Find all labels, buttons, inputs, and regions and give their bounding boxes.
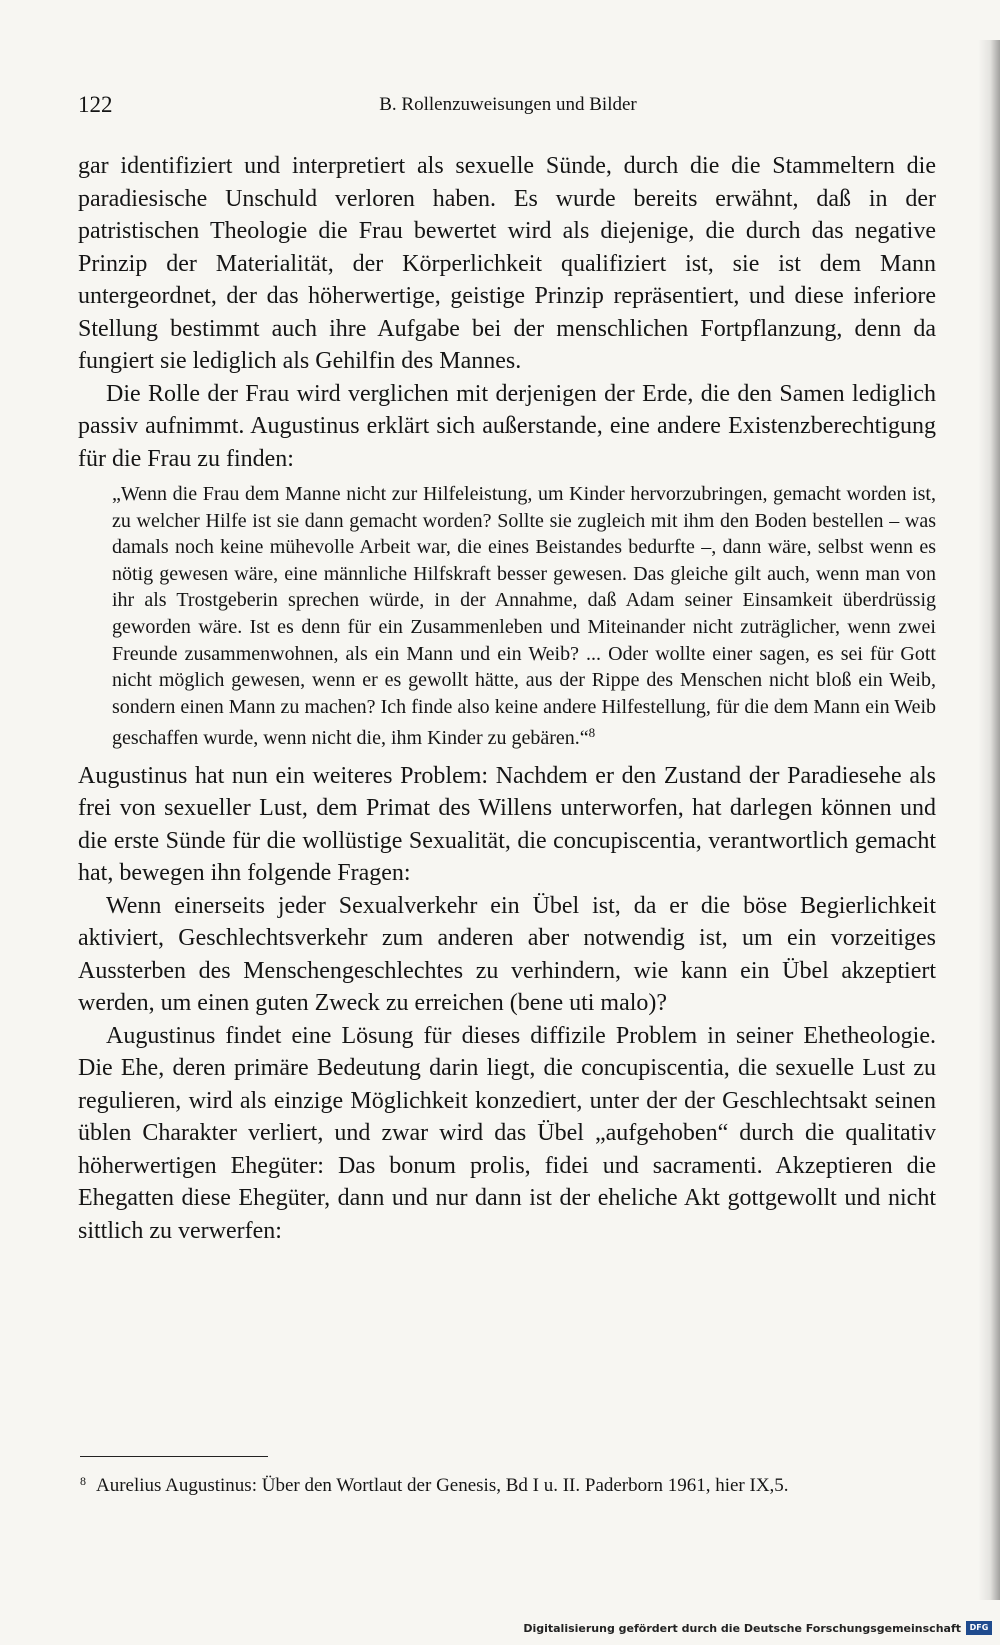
footnote-number: 8 [80,1474,86,1488]
dfg-logo-icon: DFG [966,1621,992,1635]
digitization-credit-text: Digitalisierung gefördert durch die Deutsche Forschungsgemeinschaft [523,1621,961,1635]
paragraph-1: gar identifiziert und interpretiert als sexuelle Sünde, durch die die Stammeltern die paradiesische Unschuld verloren haben. Es wurde bereits erwähnt, daß in der patristischen Theologie die Frau bewertet wird als diejenige, die durch das negative Prinzip der Materialität, der Körperlichkeit qualifiziert ist, sie ist dem Mann untergeordnet, der das höherwertige, geistige Prinzip repräsentiert, und diese inferiore Stellung bestimmt auch ihre Aufgabe bei der menschlichen Fortpflanzung, denn da fungiert sie lediglich als Gehilfin des Mannes. [78,153,936,374]
page-edge-shadow [978,40,1000,1600]
running-head: B. Rollenzuweisungen und Bilder [379,94,637,115]
paragraph-5: Augustinus findet eine Lösung für dieses diffizile Problem in seiner Ehetheologie. Die Ehe, deren primäre Bedeutung darin liegt, die concupiscentia, die sexuelle Lust zu regulieren, wird als einzige Möglichkeit konzediert, unter der der Geschlechtsakt seinen üblen Charakter verliert, und zwar wird das Übel „aufgehoben“ durch die qualitativ höherwertigen Ehegüter: Das bonum prolis, fidei und sacramenti. Akzeptieren die Ehegatten diese Ehegüter, dann und nur dann ist der eheliche Akt gottgewollt und nicht sittlich zu verwerfen: [78,1022,936,1244]
paragraph-4: Wenn einerseits jeder Sexualverkehr ein Übel ist, da er die böse Begierlichkeit aktiviert, Geschlechtsverkehr zum anderen aber notwendig ist, um ein vorzeitiges Aussterben des Menschengeschlechtes zu verhindern, wie kann ein Übel akzeptiert werden, um einen guten Zweck zu erreichen (bene uti malo)? [78,892,936,1017]
footnote [80,1468,940,1499]
digitization-credit [523,1621,992,1635]
body-text [78,150,936,1247]
page-number: 122 [78,92,113,117]
footnote-text: Aurelius Augustinus: Über den Wortlaut der Genesis, Bd I u. II. Paderborn 1961, hier IX,5. [96,1475,789,1496]
page-header [78,90,938,120]
block-quote [112,481,936,752]
footnote-reference[interactable]: 8 [588,725,596,741]
paragraph-2: Die Rolle der Frau wird verglichen mit derjenigen der Erde, die den Samen lediglich passiv aufnimmt. Augustinus erklärt sich außerstande, eine andere Existenzberechtigung für die Frau zu finden: [78,380,936,472]
footnote-divider [80,1456,268,1457]
paragraph-3: Augustinus hat nun ein weiteres Problem: Nachdem er den Zustand der Paradiesehe als frei von sexueller Lust, dem Primat des Willens unterworfen, hat darlegen können und die erste Sünde für die wollüstige Sexualität, die concupiscentia, verantwortlich gemacht hat, bewegen ihn folgende Fragen: [78,762,936,887]
block-quote-text: „Wenn die Frau dem Manne nicht zur Hilfeleistung, um Kinder hervorzubringen, gemacht worden ist, zu welcher Hilfe ist sie dann gemacht worden? Sollte sie zugleich mit ihm den Boden bestellen – was damals noch keine mühevolle Arbeit war, die eines Beistandes bedurfte –, dann wäre, selbst wenn es nötig gewesen wäre, eine männliche Hilfskraft besser gewesen. Das gleiche gilt auch, wenn man von ihr als Trostgeberin sprechen würde, in der Annahme, daß Adam seiner Einsamkeit überdrüssig geworden wäre. Ist es denn für ein Zusammenleben und Miteinander nicht zuträglicher, wenn zwei Freunde zusammenwohnen, als ein Mann und ein Weib? ... Oder wollte einer sagen, es sei für Gott nicht möglich gewesen, wenn er es gewollt hätte, aus der Rippe des Menschen nicht bloß ein Weib, sondern einen Mann zu machen? Ich finde also keine andere Hilfestellung, für die dem Mann ein Weib geschaffen wurde, wenn nicht die, ihm Kinder zu gebären.“ [112,483,936,750]
